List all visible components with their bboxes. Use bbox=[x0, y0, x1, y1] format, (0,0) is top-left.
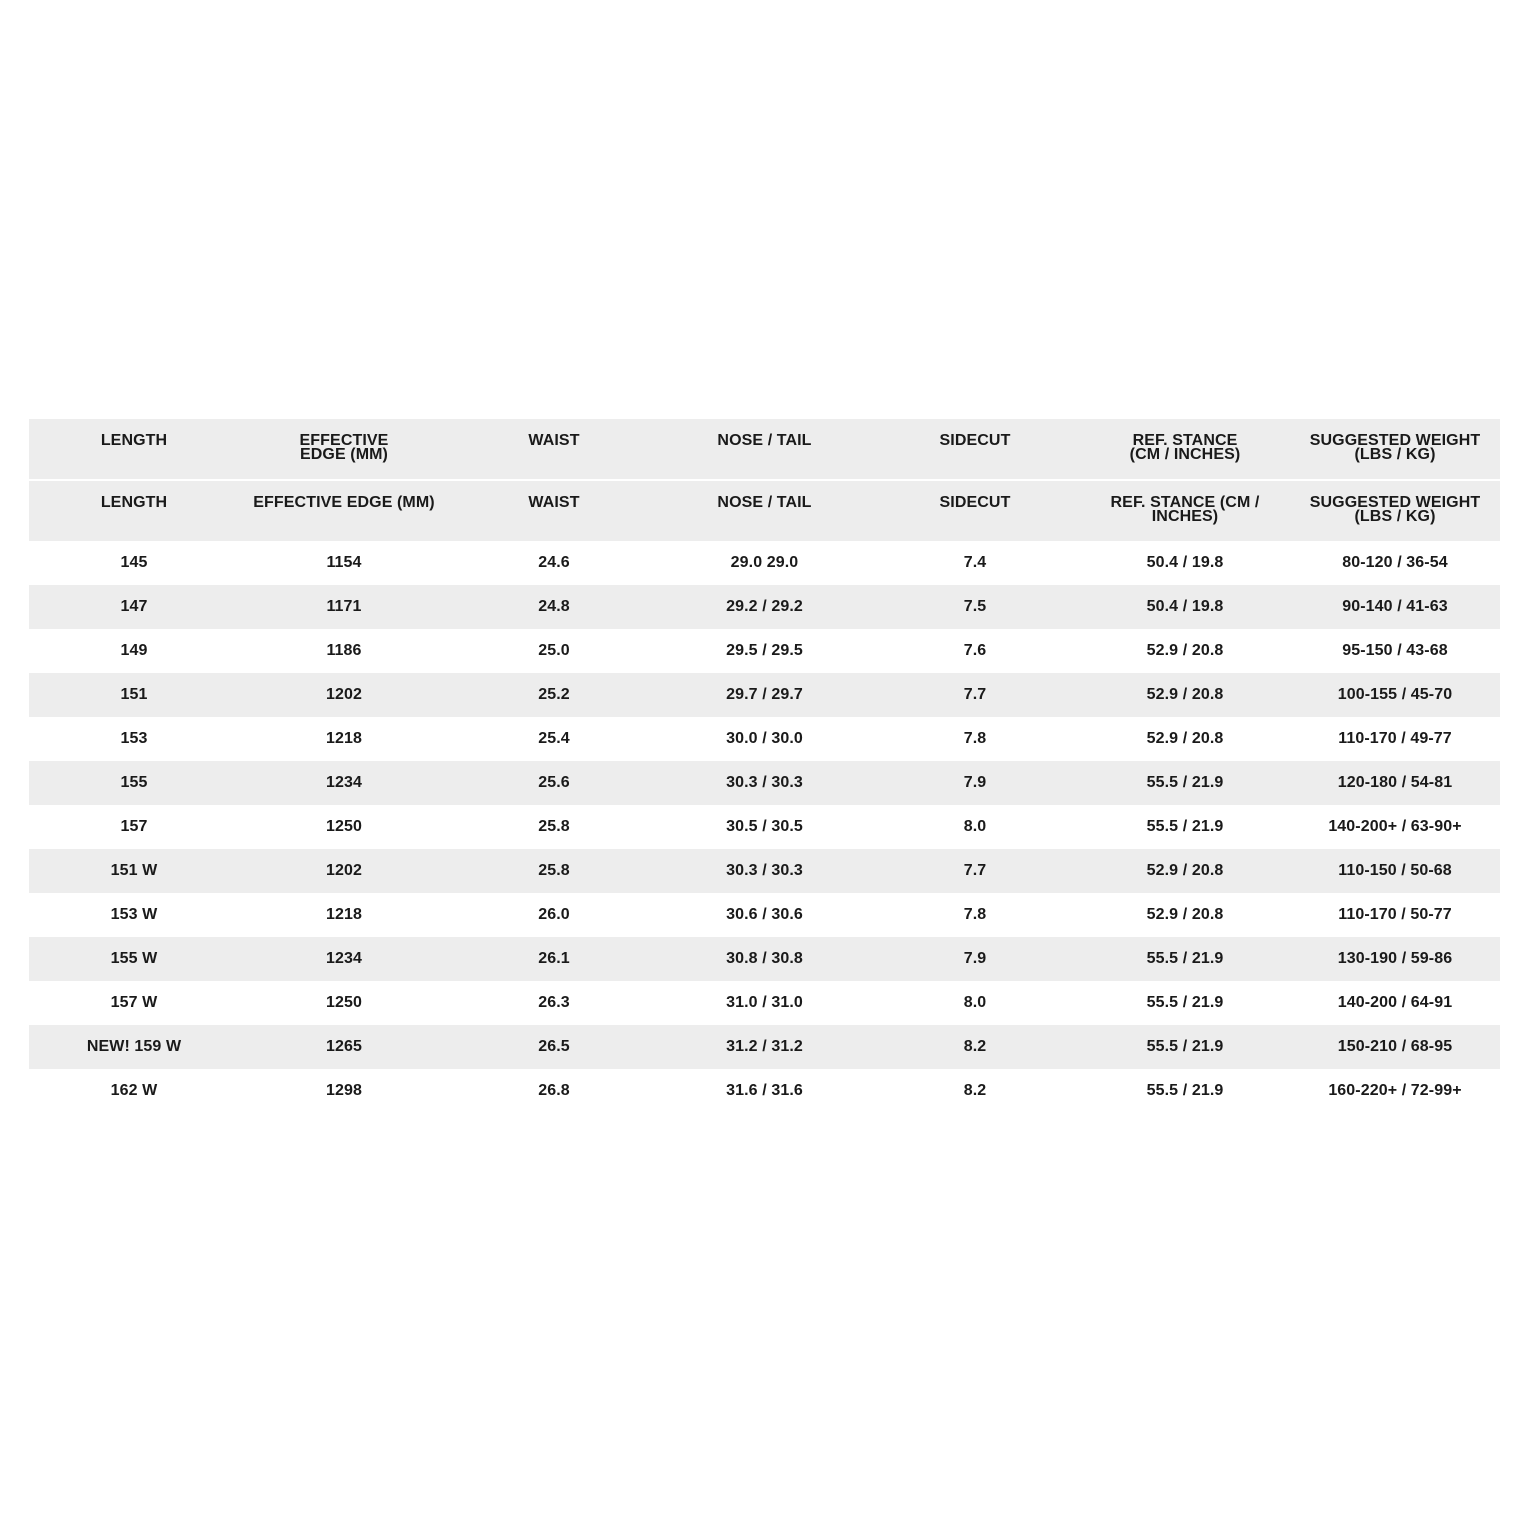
cell-effective-edge: 1154 bbox=[239, 541, 449, 585]
cell-suggested-weight: 120-180 / 54-81 bbox=[1290, 761, 1500, 805]
cell-nose-tail: 29.2 / 29.2 bbox=[659, 585, 870, 629]
cell-nose-tail: 30.5 / 30.5 bbox=[659, 805, 870, 849]
header-effective-edge: EFFECTIVE EDGE (MM) bbox=[239, 419, 449, 480]
cell-nose-tail: 31.0 / 31.0 bbox=[659, 981, 870, 1025]
cell-suggested-weight: 150-210 / 68-95 bbox=[1290, 1025, 1500, 1069]
header-nose-tail: NOSE / TAIL bbox=[659, 419, 870, 480]
cell-nose-tail: 31.6 / 31.6 bbox=[659, 1069, 870, 1113]
cell-ref-stance: 52.9 / 20.8 bbox=[1080, 849, 1290, 893]
cell-suggested-weight: 100-155 / 45-70 bbox=[1290, 673, 1500, 717]
cell-sidecut: 7.7 bbox=[870, 849, 1080, 893]
cell-waist: 24.6 bbox=[449, 541, 659, 585]
cell-nose-tail: 29.0 29.0 bbox=[659, 541, 870, 585]
table-row bbox=[29, 981, 1500, 1025]
table-row bbox=[29, 893, 1500, 937]
header-suggested-weight: SUGGESTED WEIGHT (LBS / KG) bbox=[1290, 419, 1500, 480]
cell-ref-stance: 55.5 / 21.9 bbox=[1080, 937, 1290, 981]
table-row bbox=[29, 937, 1500, 981]
cell-waist: 26.0 bbox=[449, 893, 659, 937]
table-row bbox=[29, 1069, 1500, 1113]
cell-effective-edge: 1298 bbox=[239, 1069, 449, 1113]
cell-ref-stance: 50.4 / 19.8 bbox=[1080, 541, 1290, 585]
cell-waist: 25.8 bbox=[449, 805, 659, 849]
header-sidecut: SIDECUT bbox=[870, 419, 1080, 480]
cell-waist: 25.6 bbox=[449, 761, 659, 805]
header-length-alt: LENGTH bbox=[29, 480, 239, 541]
cell-nose-tail: 31.2 / 31.2 bbox=[659, 1025, 870, 1069]
table-row bbox=[29, 541, 1500, 585]
header-sidecut-alt: SIDECUT bbox=[870, 480, 1080, 541]
cell-waist: 25.0 bbox=[449, 629, 659, 673]
cell-ref-stance: 52.9 / 20.8 bbox=[1080, 629, 1290, 673]
cell-sidecut: 8.2 bbox=[870, 1025, 1080, 1069]
cell-effective-edge: 1218 bbox=[239, 893, 449, 937]
cell-waist: 26.1 bbox=[449, 937, 659, 981]
cell-effective-edge: 1171 bbox=[239, 585, 449, 629]
size-spec-table bbox=[29, 419, 1500, 1113]
cell-length: 157 W bbox=[29, 981, 239, 1025]
cell-ref-stance: 55.5 / 21.9 bbox=[1080, 981, 1290, 1025]
cell-length: 162 W bbox=[29, 1069, 239, 1113]
cell-waist: 26.3 bbox=[449, 981, 659, 1025]
cell-effective-edge: 1234 bbox=[239, 937, 449, 981]
cell-ref-stance: 50.4 / 19.8 bbox=[1080, 585, 1290, 629]
cell-length: 149 bbox=[29, 629, 239, 673]
cell-length: 153 W bbox=[29, 893, 239, 937]
table-body bbox=[29, 541, 1500, 1113]
cell-nose-tail: 30.8 / 30.8 bbox=[659, 937, 870, 981]
cell-length: 145 bbox=[29, 541, 239, 585]
table-row bbox=[29, 629, 1500, 673]
header-row-primary bbox=[29, 419, 1500, 480]
cell-waist: 25.8 bbox=[449, 849, 659, 893]
cell-sidecut: 7.5 bbox=[870, 585, 1080, 629]
cell-ref-stance: 52.9 / 20.8 bbox=[1080, 717, 1290, 761]
table-row bbox=[29, 849, 1500, 893]
cell-sidecut: 7.9 bbox=[870, 937, 1080, 981]
header-ref-stance: REF. STANCE (CM / INCHES) bbox=[1080, 419, 1290, 480]
table-row bbox=[29, 717, 1500, 761]
cell-length: 151 W bbox=[29, 849, 239, 893]
cell-suggested-weight: 90-140 / 41-63 bbox=[1290, 585, 1500, 629]
cell-suggested-weight: 140-200+ / 63-90+ bbox=[1290, 805, 1500, 849]
table-row bbox=[29, 673, 1500, 717]
table-row bbox=[29, 1025, 1500, 1069]
header-waist: WAIST bbox=[449, 419, 659, 480]
cell-sidecut: 7.4 bbox=[870, 541, 1080, 585]
cell-sidecut: 7.8 bbox=[870, 717, 1080, 761]
cell-length: 155 bbox=[29, 761, 239, 805]
cell-sidecut: 7.6 bbox=[870, 629, 1080, 673]
cell-ref-stance: 55.5 / 21.9 bbox=[1080, 1025, 1290, 1069]
cell-ref-stance: 55.5 / 21.9 bbox=[1080, 1069, 1290, 1113]
cell-suggested-weight: 80-120 / 36-54 bbox=[1290, 541, 1500, 585]
cell-sidecut: 7.8 bbox=[870, 893, 1080, 937]
cell-effective-edge: 1250 bbox=[239, 981, 449, 1025]
header-length: LENGTH bbox=[29, 419, 239, 480]
cell-effective-edge: 1202 bbox=[239, 849, 449, 893]
cell-waist: 26.8 bbox=[449, 1069, 659, 1113]
table-row bbox=[29, 805, 1500, 849]
cell-suggested-weight: 95-150 / 43-68 bbox=[1290, 629, 1500, 673]
cell-effective-edge: 1202 bbox=[239, 673, 449, 717]
cell-length: 151 bbox=[29, 673, 239, 717]
cell-ref-stance: 52.9 / 20.8 bbox=[1080, 893, 1290, 937]
cell-suggested-weight: 130-190 / 59-86 bbox=[1290, 937, 1500, 981]
cell-ref-stance: 55.5 / 21.9 bbox=[1080, 761, 1290, 805]
table-row bbox=[29, 585, 1500, 629]
cell-waist: 24.8 bbox=[449, 585, 659, 629]
cell-sidecut: 7.9 bbox=[870, 761, 1080, 805]
cell-ref-stance: 55.5 / 21.9 bbox=[1080, 805, 1290, 849]
cell-nose-tail: 29.7 / 29.7 bbox=[659, 673, 870, 717]
cell-length: 155 W bbox=[29, 937, 239, 981]
cell-suggested-weight: 140-200 / 64-91 bbox=[1290, 981, 1500, 1025]
header-ref-stance-alt: REF. STANCE (CM / INCHES) bbox=[1080, 480, 1290, 541]
cell-waist: 26.5 bbox=[449, 1025, 659, 1069]
cell-sidecut: 8.0 bbox=[870, 981, 1080, 1025]
cell-length: NEW! 159 W bbox=[29, 1025, 239, 1069]
cell-sidecut: 8.2 bbox=[870, 1069, 1080, 1113]
cell-effective-edge: 1234 bbox=[239, 761, 449, 805]
cell-effective-edge: 1265 bbox=[239, 1025, 449, 1069]
cell-waist: 25.2 bbox=[449, 673, 659, 717]
cell-effective-edge: 1250 bbox=[239, 805, 449, 849]
header-waist-alt: WAIST bbox=[449, 480, 659, 541]
cell-length: 147 bbox=[29, 585, 239, 629]
header-effective-edge-alt: EFFECTIVE EDGE (MM) bbox=[239, 480, 449, 541]
cell-suggested-weight: 110-170 / 50-77 bbox=[1290, 893, 1500, 937]
cell-effective-edge: 1186 bbox=[239, 629, 449, 673]
cell-length: 157 bbox=[29, 805, 239, 849]
cell-nose-tail: 30.3 / 30.3 bbox=[659, 849, 870, 893]
cell-sidecut: 7.7 bbox=[870, 673, 1080, 717]
cell-nose-tail: 29.5 / 29.5 bbox=[659, 629, 870, 673]
cell-length: 153 bbox=[29, 717, 239, 761]
cell-nose-tail: 30.6 / 30.6 bbox=[659, 893, 870, 937]
cell-suggested-weight: 110-150 / 50-68 bbox=[1290, 849, 1500, 893]
cell-suggested-weight: 160-220+ / 72-99+ bbox=[1290, 1069, 1500, 1113]
header-suggested-weight-alt: SUGGESTED WEIGHT (LBS / KG) bbox=[1290, 480, 1500, 541]
cell-effective-edge: 1218 bbox=[239, 717, 449, 761]
cell-nose-tail: 30.0 / 30.0 bbox=[659, 717, 870, 761]
cell-suggested-weight: 110-170 / 49-77 bbox=[1290, 717, 1500, 761]
header-nose-tail-alt: NOSE / TAIL bbox=[659, 480, 870, 541]
cell-nose-tail: 30.3 / 30.3 bbox=[659, 761, 870, 805]
cell-sidecut: 8.0 bbox=[870, 805, 1080, 849]
cell-ref-stance: 52.9 / 20.8 bbox=[1080, 673, 1290, 717]
header-row-secondary bbox=[29, 480, 1500, 541]
cell-waist: 25.4 bbox=[449, 717, 659, 761]
table-row bbox=[29, 761, 1500, 805]
